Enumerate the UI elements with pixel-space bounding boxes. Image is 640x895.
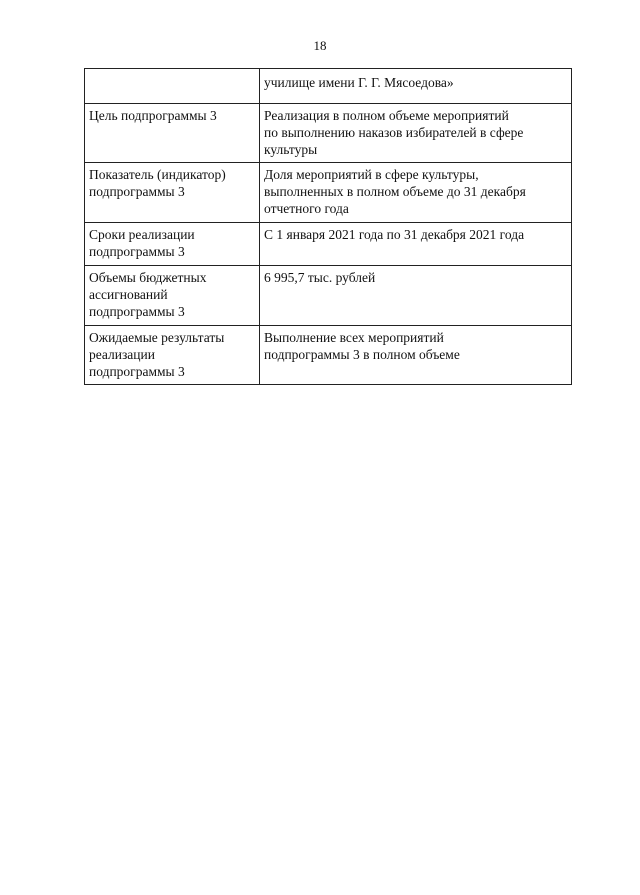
table-row xyxy=(85,104,572,163)
page-number: 18 xyxy=(313,38,327,53)
row-label-cell xyxy=(85,326,260,385)
row-value: С 1 января 2021 года по 31 декабря 2021 года xyxy=(264,227,525,242)
row-label-cell xyxy=(85,163,260,223)
row-label: Показатель (индикатор) подпрограммы 3 xyxy=(89,167,226,199)
row-value: Выполнение всех мероприятий подпрограммы 3 в полном объеме xyxy=(264,330,460,362)
table-row xyxy=(85,69,572,104)
row-value-cell xyxy=(260,223,572,266)
row-value: Реализация в полном объеме мероприятий по выполнению наказов избирателей в сфере культуры xyxy=(264,108,524,157)
row-label-cell xyxy=(85,104,260,163)
row-value-cell xyxy=(260,104,572,163)
table-row xyxy=(85,163,572,223)
row-value-cell xyxy=(260,69,572,104)
row-label: Объемы бюджетных ассигнований подпрограммы 3 xyxy=(89,270,207,319)
row-label: Цель подпрограммы 3 xyxy=(89,108,217,123)
row-label: Ожидаемые результаты реализации подпрограммы 3 xyxy=(89,330,225,379)
row-label-cell xyxy=(85,223,260,266)
table-row xyxy=(85,266,572,326)
row-label: Сроки реализации подпрограммы 3 xyxy=(89,227,195,259)
row-value: 6 995,7 тыс. рублей xyxy=(264,270,376,285)
table-row xyxy=(85,326,572,385)
row-value-cell xyxy=(260,163,572,223)
row-value-cell xyxy=(260,326,572,385)
row-value: училище имени Г. Г. Мясоедова» xyxy=(264,75,454,90)
row-label-cell xyxy=(85,266,260,326)
subprogram-passport-table xyxy=(84,68,572,385)
row-label-cell xyxy=(85,69,260,104)
row-value: Доля мероприятий в сфере культуры, выполненных в полном объеме до 31 декабря отчетного года xyxy=(264,167,526,216)
row-value-cell xyxy=(260,266,572,326)
table-row xyxy=(85,223,572,266)
